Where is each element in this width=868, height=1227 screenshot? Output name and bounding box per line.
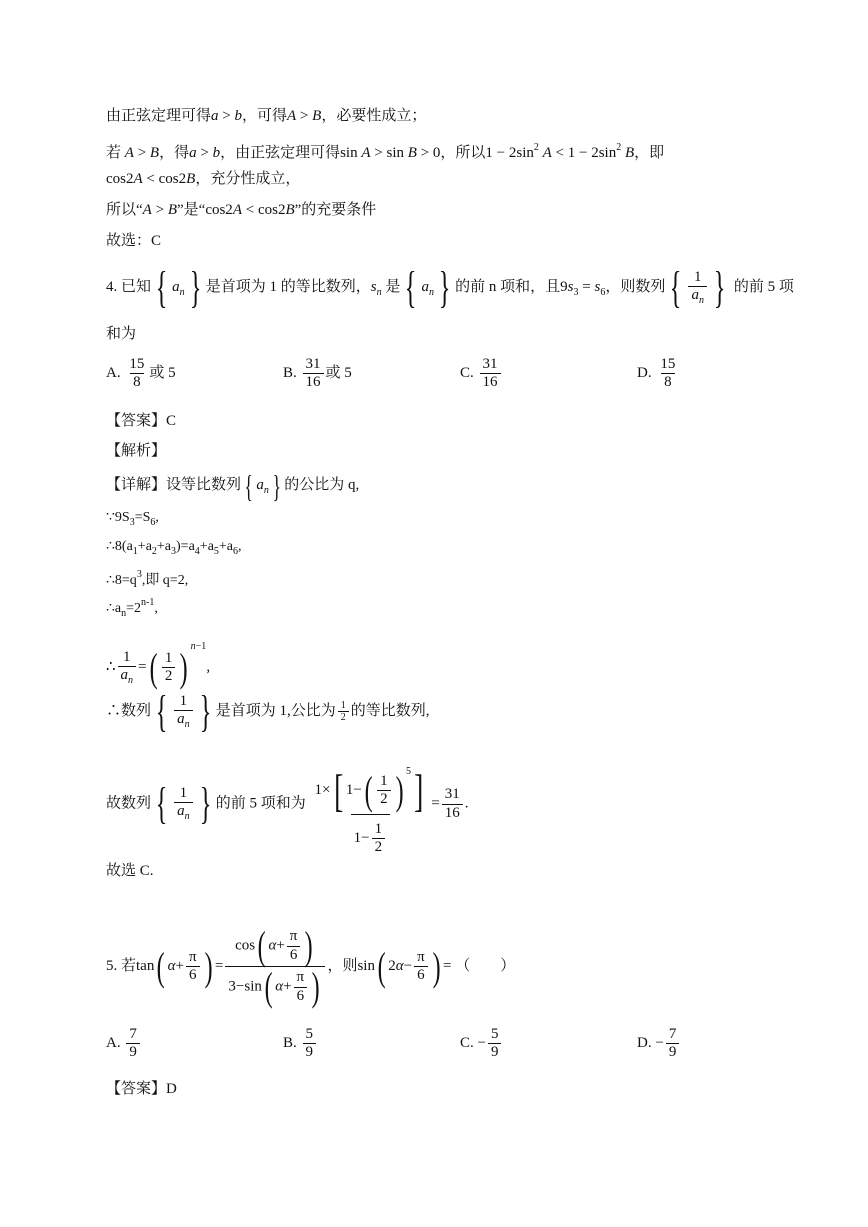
option-a [106,356,176,392]
option-label: A. [106,1035,121,1052]
option-label: C. [460,1035,474,1052]
text: ∴ [106,659,116,675]
option-b [283,356,352,392]
option-label: C. [460,365,474,382]
text: ,即 q=2, [141,573,189,588]
text: =2 [126,601,142,616]
numerator: 31 [305,356,321,372]
numerator: 5 [305,1026,314,1042]
denominator: 9 [126,1043,140,1061]
answer: 【答案】D [106,1081,177,1097]
denominator: 8 [661,373,675,391]
denominator: 9 [666,1043,680,1061]
text: 所以“ [106,202,143,218]
option-b [283,1026,318,1062]
text: ∴数列 [106,703,152,719]
step-line: $\because 9S_3=S_6$, [106,510,159,528]
question-5-stem: 5. 若tan( α+ $\frac{\pi}{6}$ ) = cos( α+ $\frac{\pi}{6}$ ) 3−sin( α+ $\frac{\pi}{6}$ ) ，则sin( 2α− $\frac{\pi}{6}$ ) = （ ） [106,923,516,1010]
text: 的前 n 项和，且 [455,279,561,295]
answer: 【答案】C [106,413,177,429]
text: ，所以 [440,145,486,161]
text: ，得 [159,145,190,161]
denominator: 9 [488,1043,502,1061]
option-c [460,356,503,392]
step-line: ∴数列 { $\frac{1}{a_n}$ } 是首项为 1,公比为 $\frac{1}{2}$ 的等比数列, [106,686,430,736]
denominator: 16 [303,373,324,391]
denominator: 16 [442,804,463,822]
text: 【详解】设等比数列 [106,477,242,493]
text: 的等比数列, [350,703,430,719]
step-line: $\therefore 8(a_1+a_2+a_3)=a_4+a_5+a_6$, [106,539,242,557]
text: ，则数列 [605,279,666,295]
text: 是 [385,279,401,295]
text: ∵9S [106,510,130,525]
option-c [460,1026,503,1062]
numerator: 7 [129,1026,137,1042]
text: ∴8=q [106,573,137,588]
text: 若 [106,145,122,161]
numerator: 15 [660,356,676,372]
text-line: 故选：C [106,233,162,249]
text: ”的充要条件 [294,202,377,218]
question-number: 5. [106,958,118,974]
option-label: D. [637,365,652,382]
numerator: 15 [129,356,145,372]
text: ，由正弦定理可得 [220,145,341,161]
question-number: 4. [106,279,118,295]
text: 若 [121,958,137,974]
numerator: 7 [668,1026,677,1042]
text: 故数列 [106,795,152,812]
exponent: n-1 [141,597,155,608]
step-line: ∴ $\frac{1}{a_n}$ =( $\frac{1}{2}$ ) $^{n-1}$, [106,641,211,690]
denominator: 9 [303,1043,317,1061]
text: 是首项为 1,公比为 [215,703,336,719]
text: 的前 5 项 [733,279,794,295]
text: ”是“ [176,202,206,218]
step-line: $\therefore a_n=2^{n-1}$, [106,597,158,619]
text-line: 若 A > B，得a > b，由正弦定理可得sin A > sin B > 0，所以$1 - 2\sin^2$ $A < 1 - 2\sin^2$ B，即 [106,142,665,161]
text: 已知 [121,279,152,295]
step-line: $\therefore 8=q^3$,即 q=2, [106,569,189,588]
text-line: 所以“A > B”是“cos2A < cos2B”的充要条件 [106,202,377,218]
text: ，即 [634,145,665,161]
text: 由正弦定理可得 [106,108,212,124]
option-d [637,1026,681,1062]
option-label: A. [106,365,121,382]
option-label: B. [283,365,297,382]
text-line: 故选 C. [106,863,154,879]
denominator: 8 [130,373,144,391]
text: ，则 [327,958,358,974]
numerator: 5 [490,1026,499,1042]
text-line: 和为 [106,326,137,342]
text-line: 由正弦定理可得a > b，可得A > B，必要性成立； [106,108,427,124]
text: 是首项为 1 的等比数列， [205,279,371,295]
option-suffix: 或 5 [149,365,176,382]
text: 的前 5 项和为 [215,795,306,812]
sign: − [655,1035,664,1052]
numerator: 31 [482,356,498,372]
step-line: 故数列 { $\frac{1}{a_n}$ } 的前 5 项和为 1×[ 1−( $\frac{1}{2}$ ) $^5$] 1− $\frac{1}{2}$ = $\frac{31}{16}$ . [106,764,469,855]
detail-line: 【详解】设等比数列 { $a_n$ } 的公比为 q, [106,467,360,504]
option-suffix: 或 5 [325,365,352,382]
option-label: B. [283,1035,297,1052]
option-label: D. [637,1035,652,1052]
text: ∴a [106,601,122,616]
text: ，可得 [241,108,287,124]
text: 的公比为 q, [284,477,360,493]
question-4-stem: 4. 已知 { $a_n$ } 是首项为 1 的等比数列，$s_n$ 是 { $a_n$ } 的前 n 项和，且$9s_3 = s_6$，则数列 { $\frac{1}{a_n}$ } 的前 5 项 [106,262,794,312]
text: =S [134,510,151,525]
text: （ ） [455,958,516,974]
text-line: cos2A < cos2B，充分性成立， [106,171,301,187]
text: ∴8(a [106,539,133,554]
analysis-heading: 【解析】 [106,443,167,459]
text: ，必要性成立； [321,108,427,124]
option-a [106,1026,142,1062]
numerator: 31 [444,786,460,803]
sign: − [477,1035,486,1052]
option-d [637,356,680,392]
denominator: 16 [480,373,501,391]
text: ，充分性成立， [195,171,301,187]
